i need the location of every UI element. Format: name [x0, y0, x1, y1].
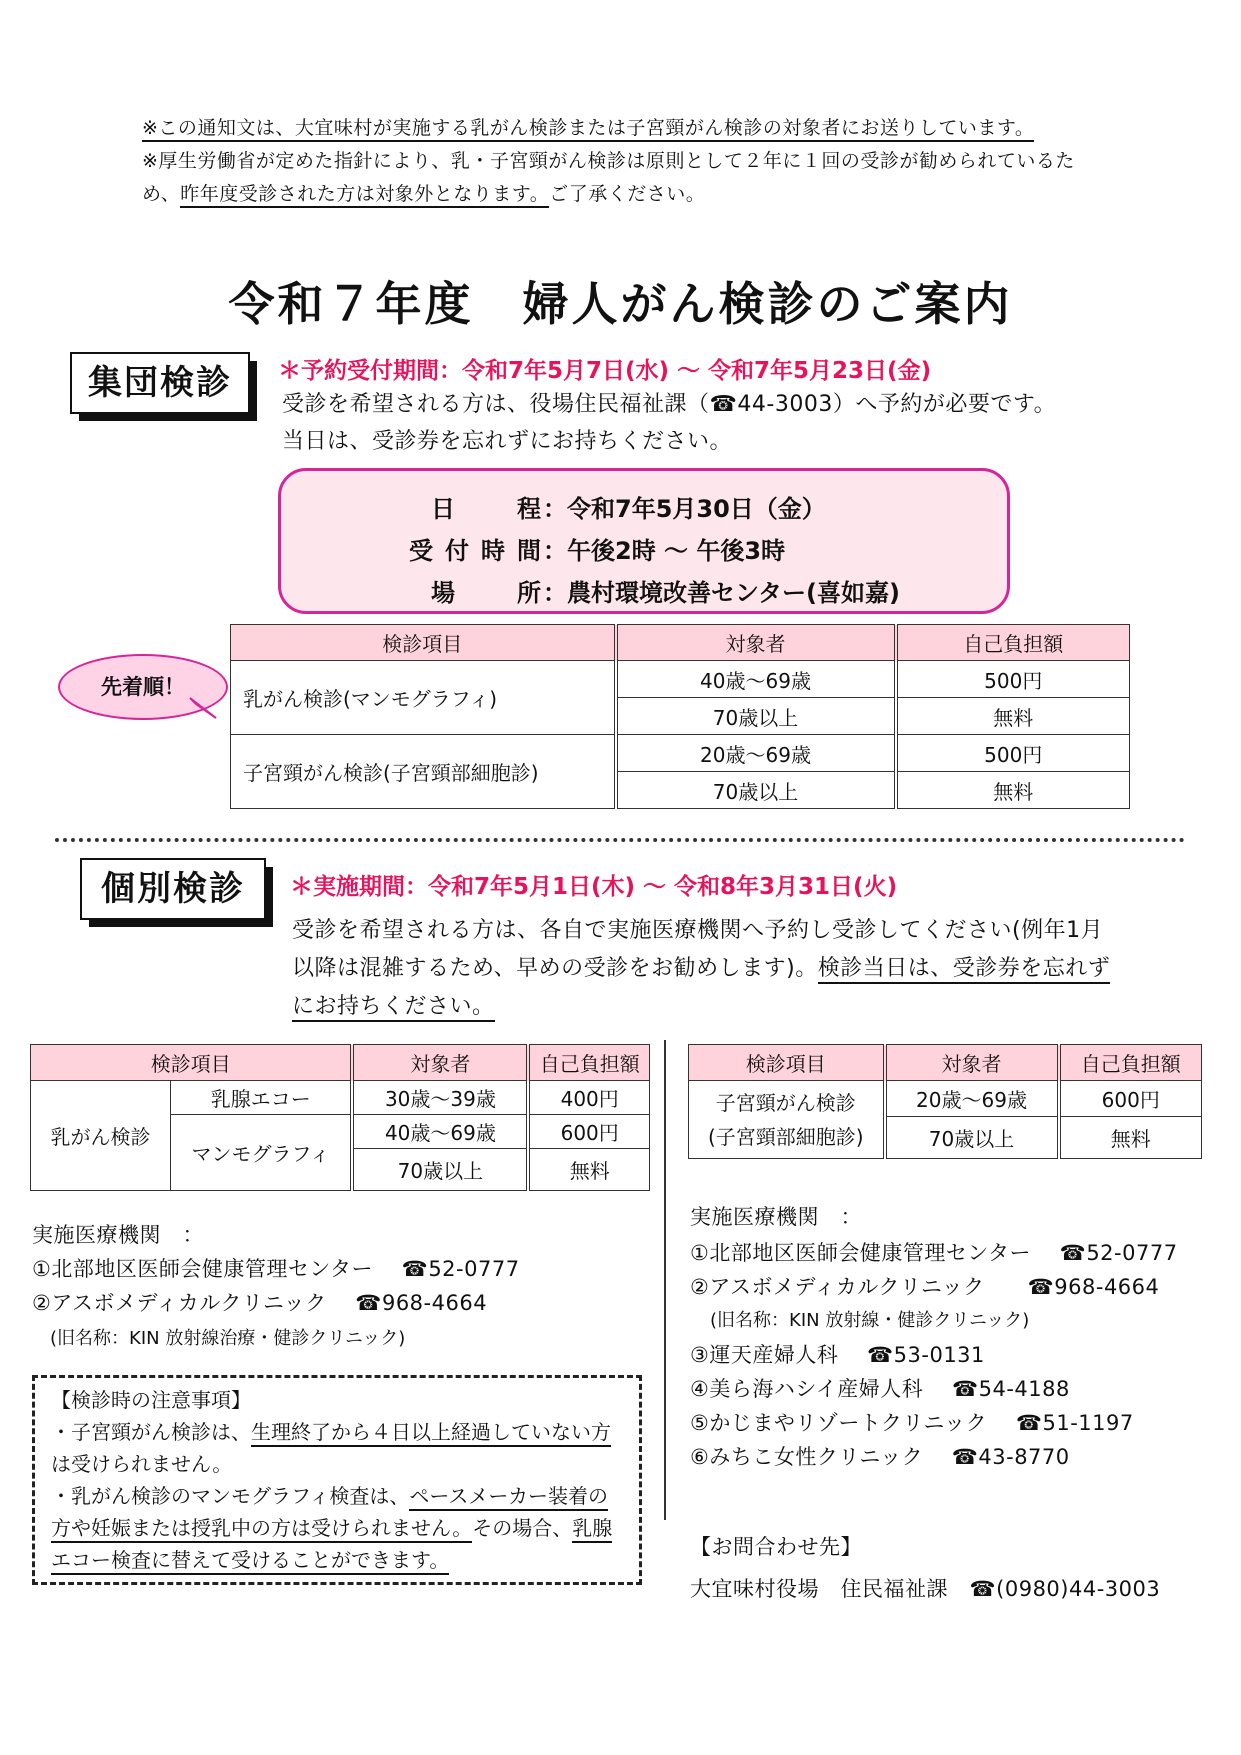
table-cell: 500円 — [896, 661, 1130, 698]
breast-exam-table — [30, 1044, 650, 1191]
clinic-item: ①北部地区医師会健康管理センター ☎52-0777 — [690, 1241, 1178, 1265]
caution-heading: 【検診時の注意事項】 — [51, 1388, 251, 1412]
table-header: 対象者 — [885, 1045, 1059, 1081]
notice-line-1: ※この通知文は、大宜味村が実施する乳がん検診または子宮頸がん検診の対象者にお送りしています。 — [142, 112, 1034, 145]
table-cell-line: 子宮頸がん検診 — [715, 1090, 856, 1115]
caution-item: ・子宮頸がん検診は、生理終了から４日以上経過していない方は受けられません。 — [51, 1420, 611, 1476]
clinic-note: (旧名称：KIN 放射線治療・健診クリニック) — [50, 1328, 406, 1349]
caution-box — [32, 1375, 642, 1585]
notice-line-2: ※厚生労働省が定めた指針により、乳・子宮頸がん検診は原則として２年に１回の受診が勧められているた — [142, 150, 1075, 172]
table-header: 自己負担額 — [1059, 1045, 1202, 1081]
table-cell: 乳がん検診(マンモグラフィ) — [231, 661, 616, 735]
schedule-time-label: 受付時間 — [409, 537, 541, 565]
schedule-box — [278, 468, 1010, 614]
clinic-item: ④美ら海ハシイ産婦人科 ☎54-4188 — [690, 1377, 1070, 1401]
table-header: 対象者 — [616, 625, 896, 661]
page-title: 令和７年度 婦人がん検診のご案内 — [228, 277, 1013, 331]
table-header: 対象者 — [352, 1045, 528, 1081]
table-header: 検診項目 — [31, 1045, 353, 1081]
table-cell: 40歳～69歳 — [352, 1115, 528, 1149]
individual-period: ＊実施期間：令和7年5月1日(木) ～ 令和8年3月31日(火) — [290, 874, 898, 900]
schedule-date-value: ：令和7年5月30日（金） — [543, 495, 826, 523]
clinic-item: ②アスボメディカルクリニック ☎968-4664 — [32, 1291, 488, 1315]
table-header: 検診項目 — [231, 625, 616, 661]
table-cell: 乳腺エコー — [171, 1081, 353, 1115]
table-cell: 500円 — [896, 735, 1130, 772]
table-cell: 無料 — [896, 772, 1130, 809]
column-divider — [664, 1040, 666, 1520]
group-line-2: 当日は、受診券を忘れずにお持ちください。 — [282, 429, 733, 454]
group-exam-label: 集団検診 — [70, 352, 250, 414]
left-clinics-heading: 実施医療機関 ： — [32, 1223, 204, 1247]
schedule-date-label: 日 程 — [431, 495, 541, 523]
table-cell: 乳がん検診 — [31, 1081, 171, 1191]
individual-line-2: 以降は混雑するため、早めの受診をお勧めします)。検診当日は、受診券を忘れず — [292, 950, 1110, 987]
table-cell: 70歳以上 — [616, 698, 896, 735]
individual-line-1: 受診を希望される方は、各自で実施医療機関へ予約し受診してください(例年1月 — [292, 918, 1104, 943]
table-cell: 600円 — [1059, 1081, 1202, 1117]
section-divider — [55, 838, 1185, 842]
notice-line-3: め、昨年度受診された方は対象外となります。ご了承ください。 — [142, 178, 705, 211]
table-cell — [689, 1081, 885, 1159]
clinic-item: ①北部地区医師会健康管理センター ☎52-0777 — [32, 1257, 520, 1281]
caution-item: ・乳がん検診のマンモグラフィ検査は、ペースメーカー装着の方や妊娠または授乳中の方は受けられません。その場合、乳腺エコー検査に替えて受けることができます。 — [51, 1480, 623, 1576]
table-cell: 20歳～69歳 — [616, 735, 896, 772]
table-cell: 20歳～69歳 — [885, 1081, 1059, 1117]
table-cell: 600円 — [528, 1115, 649, 1149]
table-cell: 30歳～39歳 — [352, 1081, 528, 1115]
schedule-time-value: ：午後2時 ～ 午後3時 — [543, 537, 786, 565]
bubble-tail — [188, 696, 218, 726]
schedule-place-value: ：農村環境改善センター(喜如嘉) — [543, 579, 900, 607]
table-header: 自己負担額 — [896, 625, 1130, 661]
table-cell: 70歳以上 — [616, 772, 896, 809]
group-period: ＊予約受付期間：令和7年5月7日(水) ～ 令和7年5月23日(金) — [278, 358, 932, 384]
table-header: 自己負担額 — [528, 1045, 649, 1081]
table-cell: マンモグラフィ — [171, 1115, 353, 1191]
table-cell: 70歳以上 — [352, 1149, 528, 1191]
table-cell: 40歳～69歳 — [616, 661, 896, 698]
clinic-item: ②アスボメディカルクリニック ☎968-4664 — [690, 1275, 1160, 1299]
table-header: 検診項目 — [689, 1045, 885, 1081]
first-come-bubble: 先着順！ — [58, 654, 228, 720]
table-cell: 子宮頸がん検診(子宮頸部細胞診) — [231, 735, 616, 809]
schedule-place-label: 場 所 — [431, 579, 541, 607]
clinic-item: ③運天産婦人科 ☎53-0131 — [690, 1343, 985, 1367]
clinic-item: ⑥みちこ女性クリニック ☎43-8770 — [690, 1445, 1070, 1469]
individual-line-3: にお持ちください。 — [292, 988, 495, 1025]
contact-line: 大宜味村役場 住民福祉課 ☎(0980)44-3003 — [690, 1577, 1161, 1601]
table-cell: 無料 — [1059, 1117, 1202, 1159]
clinic-item: ⑤かじまやリゾートクリニック ☎51-1197 — [690, 1411, 1134, 1435]
clinic-note: (旧名称：KIN 放射線・健診クリニック) — [710, 1310, 1030, 1331]
table-cell-line: (子宮頸部細胞診) — [707, 1124, 864, 1149]
contact-heading: 【お問合わせ先】 — [690, 1535, 862, 1559]
table-cell: 400円 — [528, 1081, 649, 1115]
cervical-exam-table — [688, 1044, 1202, 1159]
table-cell: 無料 — [528, 1149, 649, 1191]
group-exam-table — [230, 624, 1130, 809]
table-cell: 70歳以上 — [885, 1117, 1059, 1159]
table-cell: 無料 — [896, 698, 1130, 735]
group-line-1: 受診を希望される方は、役場住民福祉課（☎44-3003）へ予約が必要です。 — [282, 392, 1057, 417]
right-clinics-heading: 実施医療機関 ： — [690, 1205, 862, 1229]
individual-exam-label: 個別検診 — [80, 858, 266, 920]
